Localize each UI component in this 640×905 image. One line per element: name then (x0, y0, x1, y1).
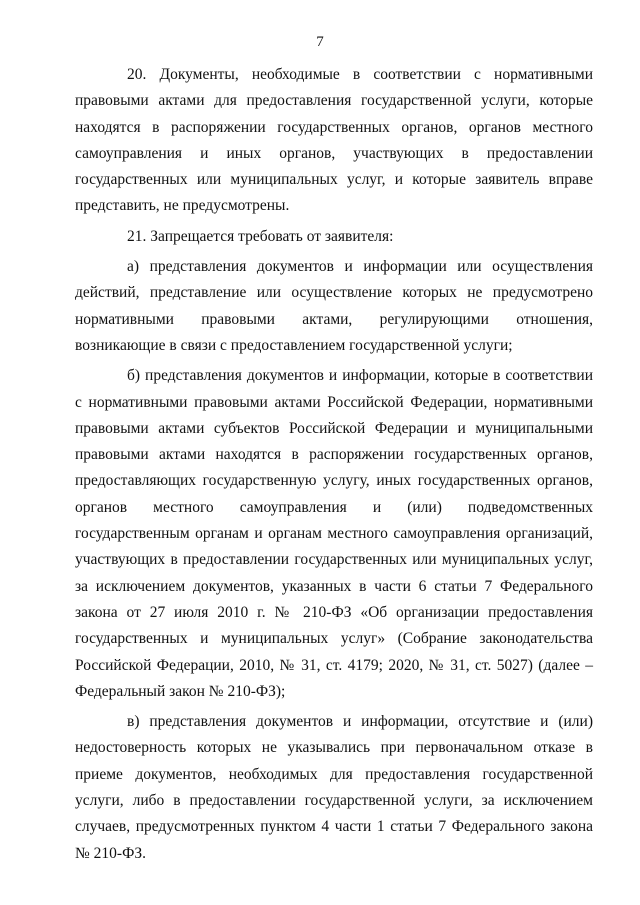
paragraph-21-prohibitions: 21. Запрещается требовать от заявителя: (127, 227, 394, 245)
paragraph-20-documents: 20. Документы, необходимые в соответствии с нормативными правовыми актами для предоставления государственной услуги, которые находятся в распоряжении государственных органов, органов местного самоуправления и иных органов, участвующих в предоставлении государственных или муниципальных услуг, и которые заявитель вправе представить, не предусмотрены. (75, 66, 593, 215)
document-body (75, 62, 593, 867)
page-number: 7 (316, 34, 324, 50)
subparagraph-v: в) представления документов и информации, отсутствие и (или) недостоверность которых не указывались при первоначальном отказе в приеме документов, необходимых для предоставления государственной услуги, либо в предоставлении государственной услуги, за исключением случаев, предусмотренных пунктом 4 части 1 статьи 7 Федерального закона № 210-ФЗ. (75, 713, 593, 862)
subparagraph-b: б) представления документов и информации, которые в соответствии с нормативными правовыми актами Российской Федерации, нормативными правовыми актами субъектов Российской Федерации и муниципальными правовыми актами находятся в распоряжении государственных органов, предоставляющих государственную услугу, иных государственных органов, органов местного самоуправления и (или) подведомственных государственным органам и органам местного самоуправления организаций, участвующих в предоставлении государственных или муниципальных услуг, за исключением документов, указанных в части 6 статьи 7 Федерального закона от 27 июля 2010 г. № 210-ФЗ «Об организации предоставления государственных и муниципальных услуг» (Собрание законодательства Российской Федерации, 2010, № 31, ст. 4179; 2020, № 31, ст. 5027) (далее – Федеральный закон № 210-ФЗ); (75, 367, 593, 700)
subparagraph-a: а) представления документов и информации или осуществления действий, представление или осуществление которых не предусмотрено нормативными правовыми актами, регулирующими отношения, возникающие в связи с предоставлением государственной услуги; (75, 258, 593, 354)
